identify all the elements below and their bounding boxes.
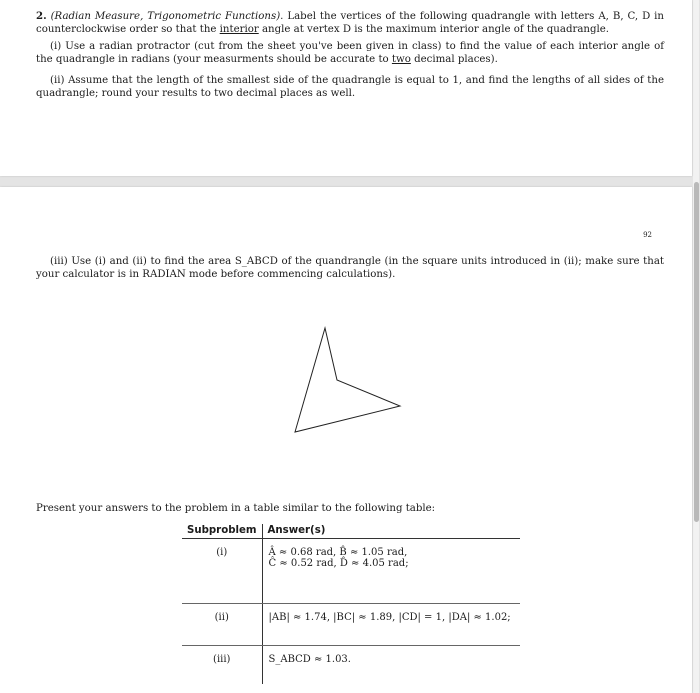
answer-angles-line2: Ĉ ≈ 0.52 rad, D̂ ≈ 4.05 rad; (268, 558, 409, 569)
table-header-row (182, 524, 520, 539)
part-i-text-1: (i) Use a radian protractor (cut from the sheet you've been given in class) to find the value of each interior angle of the quadrangle in radians (your measurments should be accurate to (36, 41, 664, 65)
problem-2-intro (36, 10, 664, 36)
problem-number: 2. (36, 10, 47, 22)
header-subproblem: Subproblem (182, 524, 262, 539)
part-i-text-2: decimal places). (410, 54, 498, 65)
part-i-underlined: two (391, 54, 411, 65)
table-row (182, 646, 520, 685)
row-answer: S_ABCD ≈ 1.03. (268, 654, 351, 665)
part-iii-text (36, 255, 664, 281)
header-answers: Answer(s) (262, 524, 520, 539)
row-answer: |AB| ≈ 1.74, |BC| ≈ 1.89, |CD| = 1, |DA| ≈ 1.02; (262, 604, 520, 646)
intro-underlined: interior (219, 24, 259, 35)
quadrangle-figure (290, 324, 410, 434)
part-i-text (36, 40, 664, 66)
part-ii-body: (ii) Assume that the length of the smallest side of the quadrangle is equal to 1, and find the lengths of all sides of the quadrangle; round your results to two decimal places as well. (36, 75, 664, 99)
intro-text-2: angle at vertex D is the maximum interior angle of the quadrangle. (258, 24, 610, 35)
quadrangle-shape (295, 328, 400, 432)
document-page-bottom (0, 187, 692, 693)
row-subproblem: (iii) (182, 646, 262, 685)
intro-text-1: Label the vertices of the following quadrangle with letters A, B, C, D in counterclockwise order so that the (36, 11, 664, 35)
answer-angles-line1: Â ≈ 0.68 rad, B̂ ≈ 1.05 rad, (268, 547, 408, 558)
row-subproblem: (ii) (182, 604, 262, 646)
answers-table (182, 524, 520, 684)
problem-topic: (Radian Measure, Trigonometric Functions). (50, 11, 284, 22)
row-answer (262, 539, 520, 604)
document-page-top (0, 0, 692, 176)
part-ii-text (36, 74, 664, 100)
scrollbar-thumb[interactable] (694, 182, 699, 522)
page-number: 92 (643, 231, 652, 239)
present-instructions: Present your answers to the problem in a table similar to the following table: (36, 503, 436, 514)
table-row (182, 539, 520, 604)
table-row (182, 604, 520, 646)
part-iii-body: (iii) Use (i) and (ii) to find the area S_ABCD of the quandrangle (in the square units introduced in (ii); make sure that your calculator is in RADIAN mode before commencing calculations). (36, 256, 664, 280)
row-subproblem: (i) (182, 539, 262, 604)
